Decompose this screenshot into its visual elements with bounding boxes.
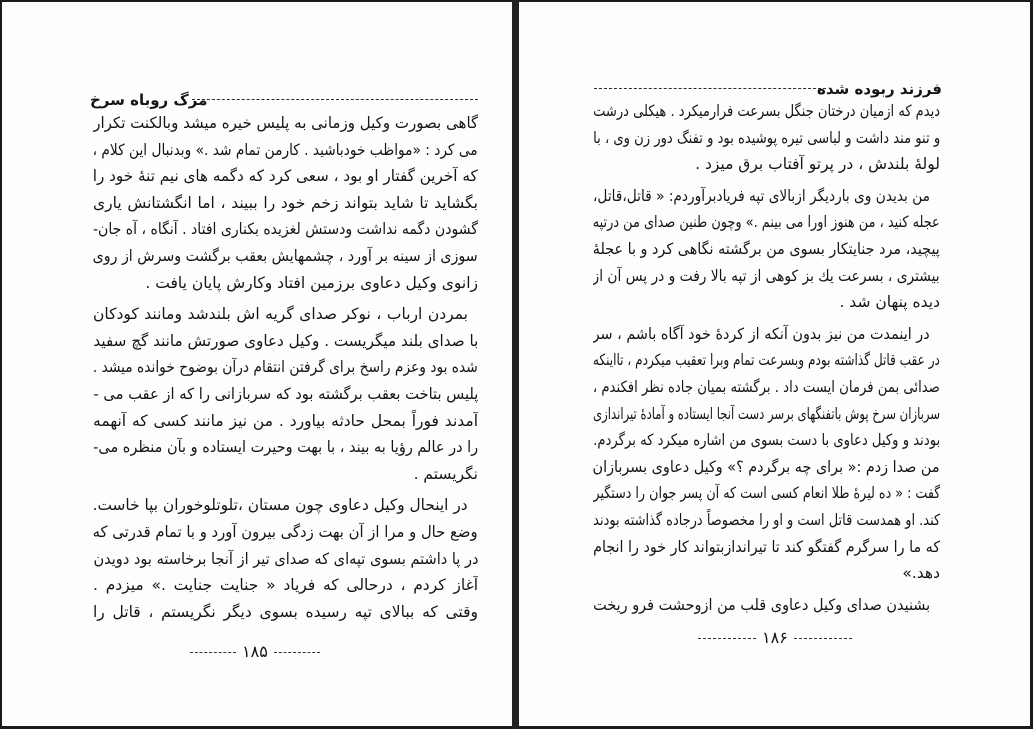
text-line-content: وقتی که ببالای تپه رسیده بسوی دیگر نگریستم ، قاتل را (93, 602, 478, 621)
text-line-content: بمردن ارباب ، نوکر صدای گریه اش بلندشد ومانند کودکان (93, 305, 468, 324)
text-line (593, 183, 940, 210)
book-gutter (512, 0, 519, 729)
text-line-content: صدائی بمن فرمان ایست داد . برگشته بمیان جاده نظر افکندم ، (593, 377, 940, 396)
text-line (93, 461, 478, 488)
footer-rule-left (190, 652, 236, 653)
text-line (93, 572, 478, 599)
text-line-content: آغاز کردم ، درحالی که فریاد « جنایت جنایت .» میزدم . (93, 576, 478, 595)
text-line (93, 408, 478, 435)
left-page (2, 2, 512, 726)
text-line (593, 347, 940, 374)
text-line-content: گشودن دگمه نداشت ودستش لغزیده بکناری افتاد . آنگاه ، آه جان- (93, 220, 478, 239)
text-line-content: را در عالم رؤیا به بیند ، با بهت وحیرت ایستاده و بآن منظره می- (93, 438, 478, 457)
text-line-content: زانوی وکیل دعاوی برزمین افتاد وکارش پایان یافت . (145, 273, 478, 292)
page-number: ۱۸۶ (762, 628, 788, 647)
text-line (593, 560, 940, 587)
text-line (93, 434, 478, 461)
text-line (593, 401, 940, 428)
text-line-content: عجله کنید ، من هنوز اورا می بینم .» وچون طنین صدای من درتپه (593, 213, 940, 232)
text-line-content: بیشتری ، بسرعت یك بز كوهی از تپه بالا رفت و در پس آن از (593, 266, 940, 285)
text-line (93, 137, 478, 164)
text-line (93, 163, 478, 190)
running-head: فرزند ربوده شده (816, 80, 942, 98)
text-line-content: من بدیدن وی باردیگر ازبالای تپه فریادبرآوردم: « قاتل،قاتل، (593, 186, 930, 205)
text-line-content: دیده پنهان شد . (839, 293, 940, 312)
text-line-content: وضع حال و مرا از آن بهت زدگی بیرون آورد و با تمام قدرتی که (93, 522, 478, 541)
running-head: مرگ روباه سرخ (90, 91, 208, 109)
text-line (593, 534, 940, 561)
text-line (593, 151, 940, 178)
text-line (593, 321, 940, 348)
text-line (593, 289, 940, 316)
text-line (593, 209, 940, 236)
text-line (93, 110, 478, 137)
text-line (593, 454, 940, 481)
text-line (93, 216, 478, 243)
paragraph (593, 592, 940, 619)
text-line-content: سوزی از سینه بر آورد ، چشمهایش بعقب برگشت وسرش از روی (93, 246, 478, 265)
text-line-content: در عقب قاتل گذاشته بودم وبسرعت تمام وبرا تعقیب میکردم ، تااینکه (593, 351, 940, 370)
text-line (93, 270, 478, 297)
running-head-rule (594, 88, 826, 89)
text-line-content: در اینحال وکیل دعاوی چون مستان ،تلوتلوخوران بپا خاست. (93, 496, 468, 515)
text-line-content: با صدای بلند میگریست . وکیل دعاوی صورتش مانند گچ سفید (93, 331, 478, 350)
text-line-content: که آخرین گفتار او بود ، سعی کرد که دگمه های نیم تنهٔ خود را (93, 167, 478, 186)
text-line (593, 125, 940, 152)
text-line-content: دهد.» (902, 564, 940, 583)
text-line-content: در اینمدت من نیز بدون آنکه از کردهٔ خود آگاه باشم ، سر (593, 324, 930, 343)
paragraph (593, 98, 940, 178)
text-line (593, 263, 940, 290)
text-line-content: شده بود وعزم راسخ برای گرفتن انتقام درآن بوضوح خوانده میشد . (93, 358, 478, 377)
text-line (93, 354, 478, 381)
text-line (93, 519, 478, 546)
page-footer (698, 628, 852, 648)
text-line-content: می کرد : «مواظب خودباشید . کارمن تمام شد .» وبدنبال این کلام ، (93, 140, 478, 159)
text-line (93, 492, 478, 519)
text-line-content: دیدم که ازمیان درختان جنگل بسرعت فرارمیکرد . هیکلی درشت (593, 102, 940, 120)
text-line (93, 301, 478, 328)
text-line (93, 546, 478, 573)
paragraph (93, 301, 478, 487)
right-page (519, 2, 1030, 726)
paragraph (593, 183, 940, 316)
text-line (93, 599, 478, 626)
text-line-content: لولهٔ بلندش ، در پرتو آفتاب برق میزد . (695, 155, 940, 174)
text-line (93, 381, 478, 408)
text-line-content: پیچید، مرد جنایتکار بسوی من برگشته نگاهی کرد و با عجلهٔ (593, 239, 940, 258)
text-line-content: گاهی بصورت وکیل وزمانی به پلیس خیره میشد وبالکنت تکرار (93, 114, 478, 132)
text-line (593, 427, 940, 454)
page-number: ۱۸۵ (242, 642, 268, 661)
text-line (593, 374, 940, 401)
text-line-content: من صدا زدم :« برای چه برگردم ؟» وکیل دعاوی بسربازان (593, 457, 940, 476)
text-line-content: در پا داشتم بسوی تپه‌ای که صدای تیر از آنجا برخاسته بود دویدن (93, 549, 478, 568)
footer-rule-right (274, 652, 320, 653)
text-line-content: بشنیدن صدای وکیل دعاوی قلب من ازوحشت فرو ریخت (593, 595, 930, 614)
text-line (93, 243, 478, 270)
text-line-content: نگریستم . (413, 464, 478, 483)
text-line-content: بودند و وکیل دعاوی با دست بسوی من اشاره میکرد که برگردم. (593, 431, 940, 450)
text-block (593, 98, 940, 618)
text-line (593, 592, 940, 619)
text-line (593, 507, 940, 534)
text-line-content: آمدند فوراً بمحل حادثه بیاورد . من نیز مانند کسی که آنهمه (93, 411, 478, 430)
text-line-content: که ما را سرگرم گفتگو کند تا تیراندازبتواند کار خود را انجام (593, 537, 940, 556)
footer-rule-left (698, 638, 756, 639)
text-line-content: گفت : « ده لیرهٔ طلا انعام کسی است که آن پسر جوان را دستگیر (593, 484, 940, 503)
text-line-content: کند. او همدست قاتل است و او را مخصوصاً درجاده گذاشته بودند (593, 510, 940, 529)
footer-rule-right (794, 638, 852, 639)
text-line-content: و تنو مند داشت و لباسی تیره پوشیده بود و تفنگ دور زن وی ، با (593, 128, 940, 147)
text-block (93, 110, 478, 625)
text-line-content: بگشاید تا شاید بتواند زخم خود را ببیند ، اما انگشتانش یاری (93, 193, 478, 212)
text-line (93, 190, 478, 217)
text-line-content: پلیس بتاخت بعقب برگشته بود که سربازانی را که از عقب می - (93, 384, 478, 403)
paragraph (593, 321, 940, 587)
text-line (593, 98, 940, 125)
running-head-rule (192, 99, 478, 100)
page-footer (190, 642, 320, 662)
paragraph (93, 110, 478, 296)
text-line (593, 236, 940, 263)
text-line (593, 480, 940, 507)
text-line (93, 328, 478, 355)
text-line-content: سربازان سرخ پوش باتفنگهای برسر دست آنجا ایستاده و آمادهٔ تیراندازی (593, 404, 940, 423)
paragraph (93, 492, 478, 625)
